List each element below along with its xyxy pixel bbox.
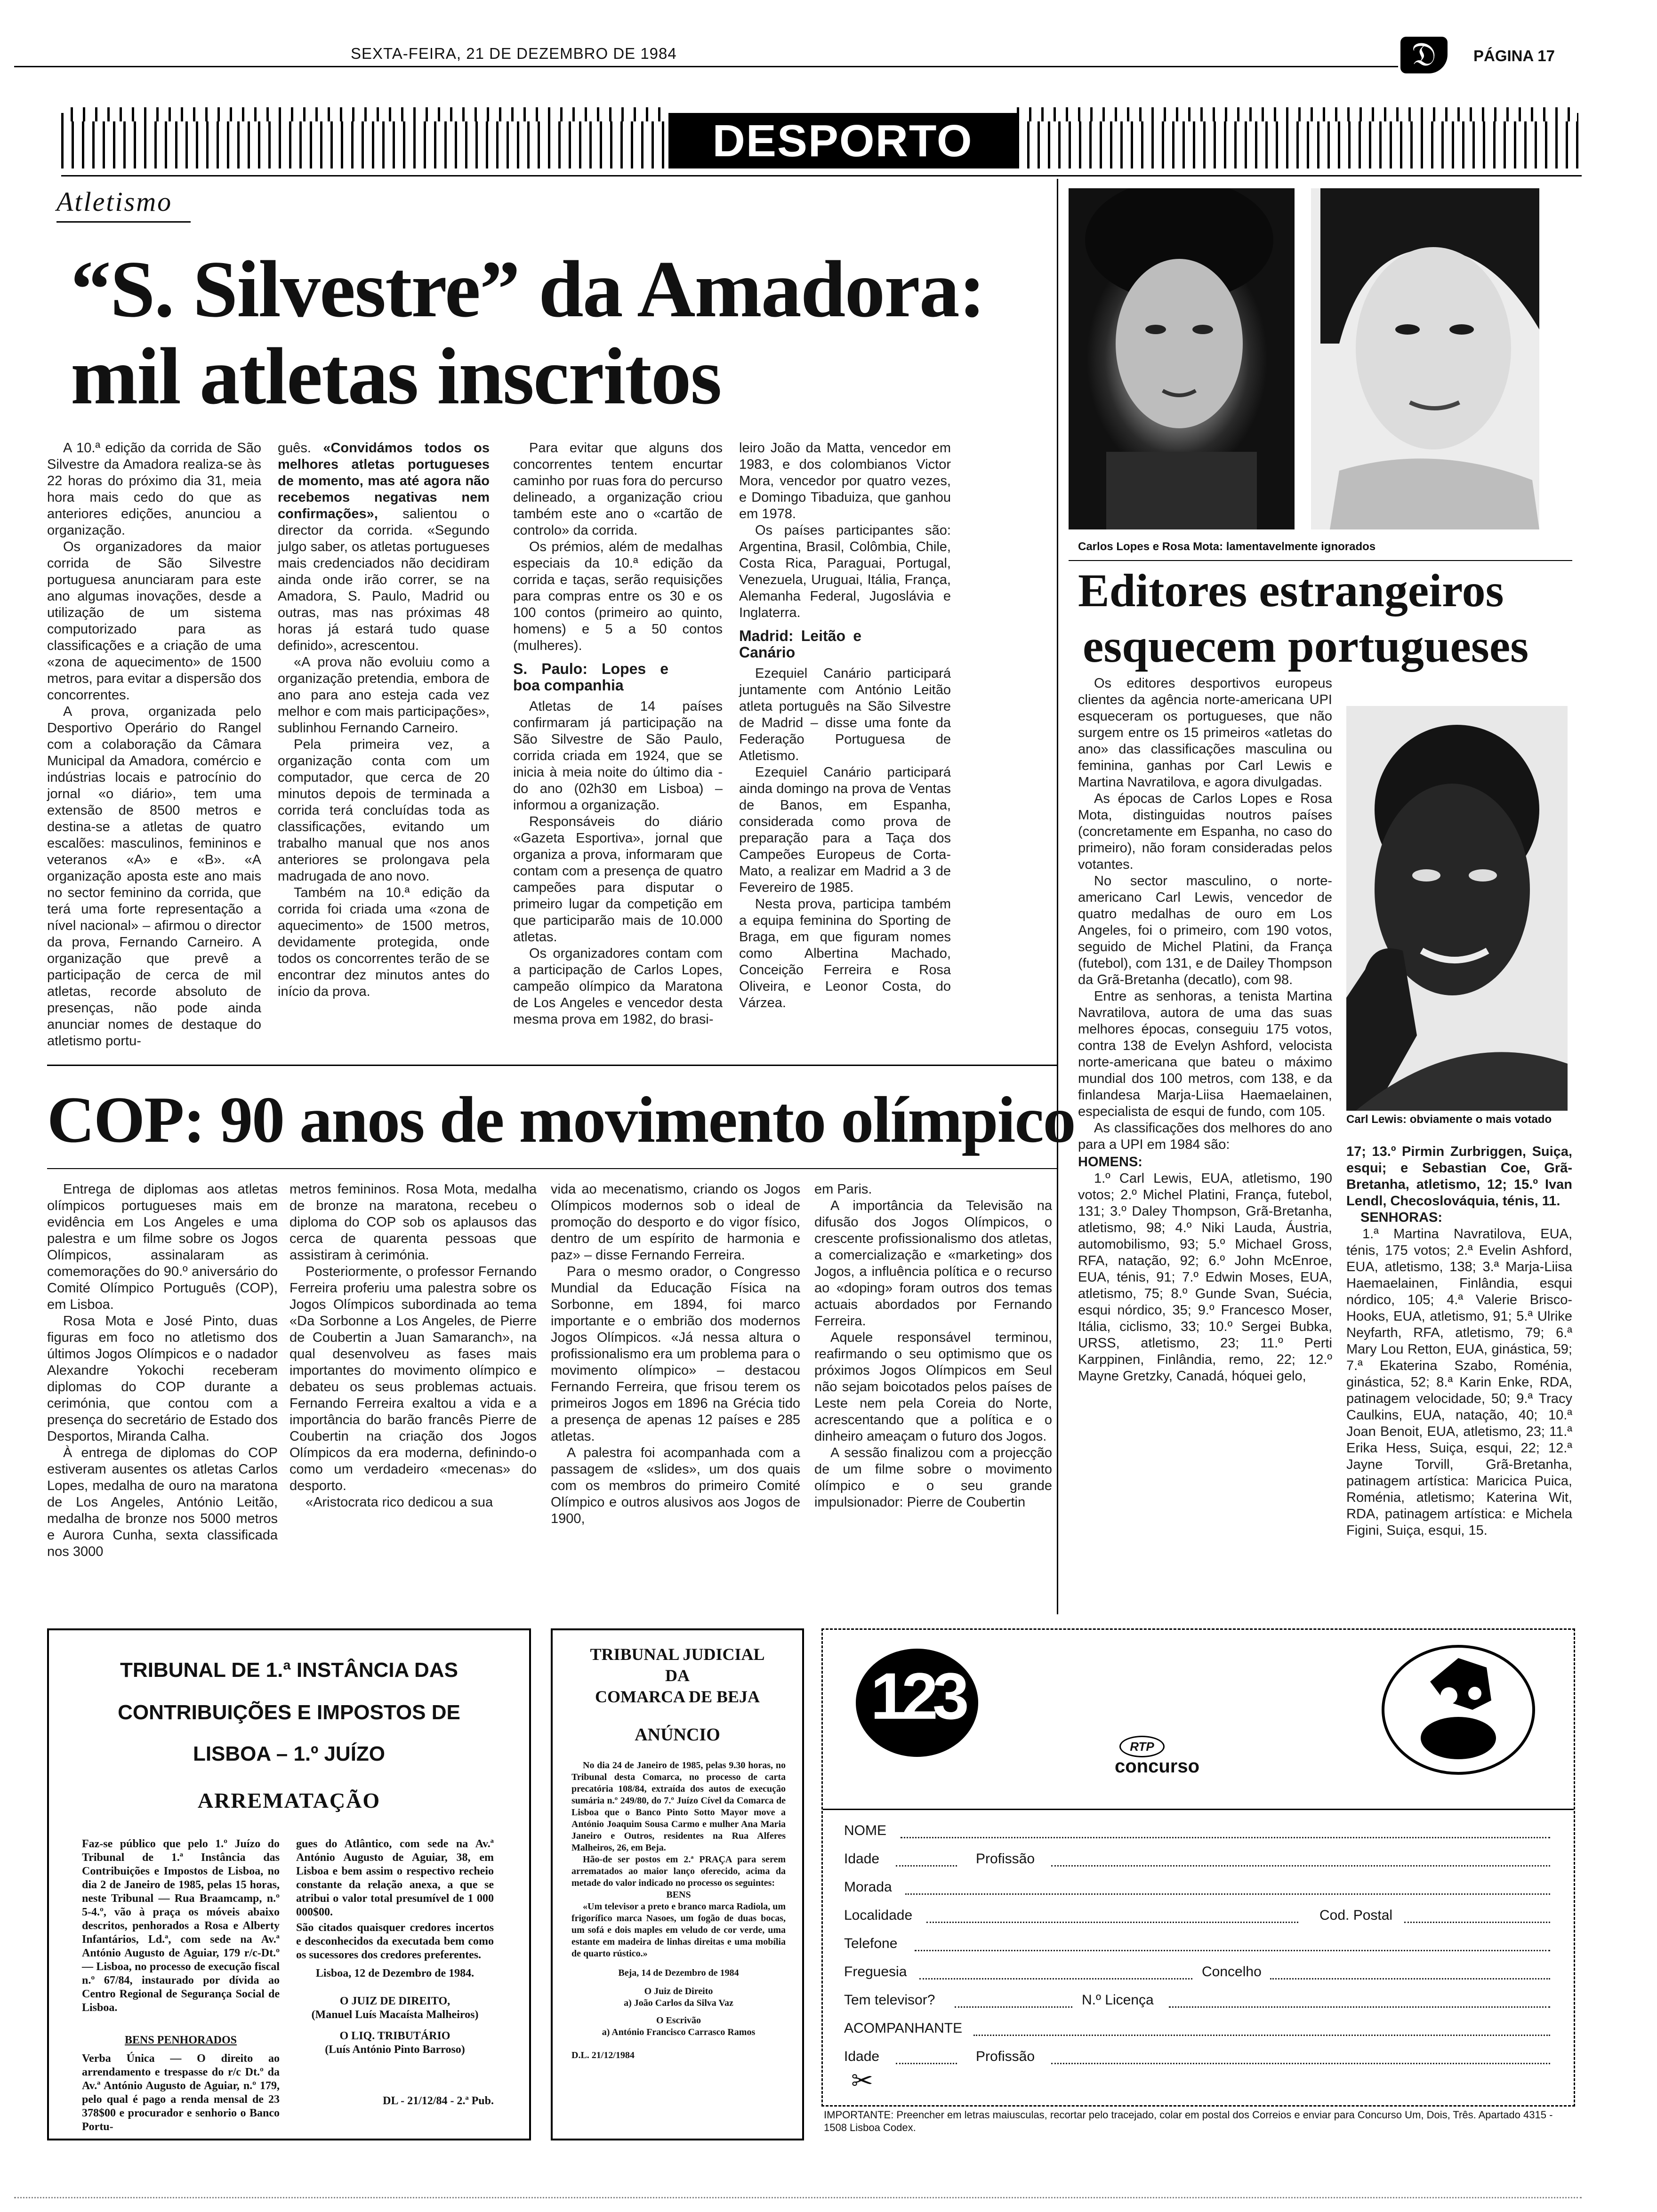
ad1-body-right: gues do Atlântico, com sede na Av.ª António Augusto de Aguiar, 38, em Lisboa e bem assim o respectivo recheio constante da relação anexa, a que se atribui o valor total presumível de 1 000 000$00. São citados quaisquer credores incertos e desconhecidos da executada bem como os sucessores dos credores preferentes. Lisboa, 12 de Dezembro de 1984. O JUIZ DE DIREITO, (Manuel Luís Macaísta Malheiros) O LIQ. TRIBUTÁRIO (Luís António Pinto Barroso) DL - 21/12/84 - 2.ª Pub. bbox=[296, 1838, 494, 2107]
photo-carl-lewis bbox=[1346, 706, 1568, 1111]
headline-1: “S. Silvestre” da Amadora: bbox=[71, 245, 985, 334]
article3-col1: Entrega de diplomas aos atletas olímpicos portugueses mais em evidência em Los Angeles e uma palestra e um filme sobre os Jogos Olímpicos, assinalaram as comemorações do 90.º aniversário do Comité Olímpico Português (COP), em Lisboa. Rosa Mota e José Pinto, duas figuras em foco no atletismo dos últimos Jogos Olímpicos e o nadador Alexandre Yokochi receberam diplomas do COP durante a cerimónia, que contou com a presença do secretário de Estado dos Desportos, Miranda Calha. À entrega de diplomas do COP estiveram ausentes os atletas Carlos Lopes, medalha de ouro na maratona de Los Angeles, António Leitão, medalha de bronze nos 5000 metros e Aurora Cunha, sexta classificada nos 3000 bbox=[47, 1182, 278, 1559]
photo2-caption: Carl Lewis: obviamente o mais votado bbox=[1346, 1113, 1552, 1126]
subhead-madrid: Madrid: Leitão e Canário bbox=[739, 627, 861, 661]
coupon-divider bbox=[823, 1809, 1574, 1810]
ad-concurso-123 bbox=[821, 1628, 1575, 2107]
mascot-icon bbox=[1378, 1639, 1538, 1780]
photo-carlos-lopes bbox=[1069, 188, 1295, 529]
concurso-label: concurso bbox=[1115, 1756, 1200, 1777]
field-idade[interactable]: Idade Profissão bbox=[844, 1851, 1550, 1870]
kicker-rule bbox=[56, 221, 191, 223]
scissors-icon: ✂ bbox=[851, 2066, 873, 2095]
headline-3: COP: 90 anos de movimento olímpico bbox=[47, 1083, 1075, 1156]
article3-col3: vida ao mecenatismo, criando os Jogos Olímpicos modernos sob o ideal de promoção do desporto e do vigor físico, dentro de um espírito de harmonia e paz» – disse Fernando Ferreira. Para o mesmo orador, o Congresso Mundial da Educação Física na Sorbonne, em 1894, foi marco importante e o embrião dos modernos Jogos Olímpicos. «Já nessa altura o profissionalismo era um problema para o movimento olímpico» – destacou Fernando Ferreira, que frisou terem os primeiros Jogos em 1896 na Grécia tido a presença de apenas 12 países e 285 atletas. A palestra foi acompanhada com a passagem de «slides», um dos quais com os membros do primeiro Comité Olímpico e outros alusivos aos Jogos de 1900, bbox=[551, 1182, 800, 1526]
ad1-title-2: CONTRIBUIÇÕES E IMPOSTOS DE bbox=[118, 1701, 460, 1724]
ad1-subtitle: ARREMATAÇÃO bbox=[197, 1788, 381, 1812]
field-acompanhante[interactable]: ACOMPANHANTE bbox=[844, 2020, 1550, 2039]
field-cod-postal-label: Cod. Postal bbox=[1319, 1907, 1393, 1923]
article1-col4: leiro João da Matta, vencedor em 1983, e dos colombianos Victor Mora, vencedor por quatro vezes, e Domingo Tibaduiza, que ganhou em 1978. Os países participantes são: Argentina, Brasil, Colômbia, Chile, Costa Rica, Paraguai, Portugal, Venezuela, Uruguai, Itália, França, Alemanha Federal, Jugoslávia e Inglaterra. Madrid: Leitão e Canário Ezequiel Canário participará juntamente com António Leitão atleta português na São Silvestre de Madrid – disse uma fonte da Federação Portuguesa de Atletismo. Ezequiel Canário participará ainda domingo na prova de Ventas de Banos, em Espanha, considerada como prova de preparação para a Taça dos Campeões Europeus de Corta-Mato, a realizar em Madrid a 3 de Fevereiro de 1985. Nesta prova, participa também a equipa feminina do Sporting de Braga, em que figuram nomes como Albertina Machado, Conceição Ferreira e Rosa Oliveira, e Leonor Costa, do Várzea. bbox=[739, 441, 951, 1010]
section-hatch-top-left bbox=[71, 107, 668, 121]
field-acompanhante-profissao-label: Profissão bbox=[976, 2049, 1035, 2064]
ad1-body-left: Faz-se público que pelo 1.º Juízo do Tribunal de 1.ª Instância das Contribuições e Impostos de Lisboa, no dia 2 de Janeiro de 1985, pelas 15 horas, neste Tribunal — Rua Braamcamp, n.º 5-4.º, vão à praça os móveis abaixo descritos, penhorados a Rosa e Alberty Infantários, Ld.ª, com sede na Av.ª António Augusto de Aguiar, 179 r/c-Dt.º — Lisboa, no processo de execução fiscal n.º 67/84, instaurado por dívida ao Centro Regional de Segurança Social de Lisboa. BENS PENHORADOS Verba Única — O direito ao arrendamento e trespasse do r/c Dt.º da Av.ª António Augusto de Aguiar, n.º 179, pelo qual é pago a renda mensal de 23 378$00 e procurador e senhorio o Banco Portu- bbox=[82, 1838, 280, 2133]
ad2-title-3: COMARCA DE BEJA bbox=[595, 1687, 760, 1706]
article3-col4: em Paris. A importância da Televisão na difusão dos Jogos Olímpicos, o crescente profissionalismo dos atletas, a comercialização e «marketing» dos Jogos, a influência política e o recurso ao «doping» foram outros dos temas actuais abordados por Fernando Ferreira. Aquele responsável terminou, reafirmando o seu optimismo que os próximos Jogos Olímpicos em Seul não sejam boicotados pelos países de Leste nem pela Coreia do Norte, acrescentando que a política e o dinheiro ameaçam o futuro dos Jogos. A sessão finalizou com a projecção de um filme sobre o movimento olímpico e o seu grande impulsionador: Pierre de Coubertin bbox=[814, 1182, 1052, 1510]
senhoras-label: SENHORAS: bbox=[1360, 1210, 1443, 1225]
lewis-figure bbox=[1346, 706, 1568, 1111]
column-separator-right bbox=[1057, 179, 1058, 1614]
page-number: PÁGINA 17 bbox=[1473, 47, 1555, 64]
ad2-subtitle: ANÚNCIO bbox=[635, 1725, 720, 1745]
photo-rosa-mota bbox=[1311, 188, 1539, 529]
ad2-body: No dia 24 de Janeiro de 1985, pelas 9.30 horas, no Tribunal desta Comarca, no processo de carta precatória 108/84, extraída dos autos de execução sumária n.º 249/80, do 7.º Juízo Cível da Comarca de Lisboa que o Banco Pinto Sotto Mayor move a António Joaquim Sousa Carmo e mulher Ana Maria Janeiro e Outros, residentes na Rua Alferes Malheiros, 26, em Beja. Hão-de ser postos em 2.ª PRAÇA para serem arrematados ao maior lanço oferecido, acima da metade do valor indicado no processo os seguintes: BENS «Um televisor a preto e branco marca Radiola, um frigorífico marca Nasoes, um fogão de duas bocas, um sofá e dois maples em veludo de cor verde, uma estante em madeira de linhas direitas e uma mobília de quarto rústico.» Beja, 14 de Dezembro de 1984 O Juiz de Direito a) João Carlos da Silva Vaz O Escrivão a) António Francisco Carrasco Ramos D.L. 21/12/1984 bbox=[571, 1760, 786, 2060]
article2-col-b: 17; 13.º Pirmin Zurbriggen, Suiça, esqui; e Sebastian Coe, Grã-Bretanha, atletismo, 12; 15.º Ivan Lendl, Checoslováquia, ténis, 11. SENHORAS: 1.ª Martina Navratilova, EUA, ténis, 175 votos; 2.ª Evelin Ashford, EUA, atletismo, 138; 3.ª Marja-Liisa Haemaelainen, Finlândia, esqui nórdico, 105; 4.ª Valerie Brisco-Hooks, EUA, atletismo, 91; 5.ª Ulrike Neyfarth, RFA, atletismo, 79; 6.ª Mary Lou Retton, EUA, ginástica, 59; 7.ª Ekaterina Szabo, Roménia, ginástica, 52; 8.ª Karin Enke, RDA, patinagem velocidade, 50; 9.ª Tracy Caulkins, EUA, natação, 40; 10.ª Joan Benoit, EUA, atletismo, 23; 11.ª Erika Hess, Suiça, esqui, 22; 12.ª Jayne Torvill, Grã-Bretanha, patinagem artística: Maricica Puica, Roménia, atletismo; Katerina Wit, RDA, patinagem artística: e Michela Figini, Suiça, esqui, 15. bbox=[1346, 1144, 1572, 1538]
field-nome[interactable]: NOME bbox=[844, 1823, 1550, 1842]
lopes-figure bbox=[1069, 188, 1295, 529]
section-hatch-top-right bbox=[1017, 107, 1577, 121]
ad-tribunal-lisboa bbox=[47, 1628, 531, 2140]
article3-top-rule bbox=[47, 1065, 1057, 1066]
article2-col-a: Os editores desportivos europeus clientes da agência norte-americana UPI esqueceram os portugueses, que não surgem entre os 15 primeiros «atletas do ano» das classificações masculina ou feminina, ganhas por Carl Lewis e Martina Navratilova, e agora divulgadas. As épocas de Carlos Lopes e Rosa Mota, distinguidas noutros países (concretamente em Espanha, no caso do primeiro), não foram consideradas pelos votantes. No sector masculino, o norte-americano Carl Lewis, vencedor de quatro medalhas de ouro em Los Angeles, foi o primeiro, com 190 votos, seguido de Michel Platini, da França (futebol), com 131, e de Dailey Thompson da Grã-Bretanha (decatlo), com 98. Entre as senhoras, a tenista Martina Navratilova, autora de uma das suas melhores épocas, conseguiu 175 votos, contra 138 de Evelyn Ashford, velocista norte-americana que bateu o máximo mundial dos 100 metros, com 138, e da finlandesa Marja-Liisa Haemaelainen, especialista de esqui de fundo, com 105. As classificações dos melhores do ano para a UPI em 1984 são: HOMENS: 1.º Carl Lewis, EUA, atletismo, 190 votos; 2.º Michel Platini, França, futebol, 131; 3.º Daley Thompson, Grã-Bretanha, atletismo, 98; 4.º Niki Lauda, Áustria, automobilismo, 93; 5.º Michael Gross, RFA, natação, 92; 6.º John McEnroe, EUA, ténis, 91; 7.º Edwin Moses, EUA, atletismo, 75; 8.º Gunde Svan, Suécia, esqui nórdico, 35; 9.º Francesco Moser, Itália, ciclismo, 33; 10.º Sergei Bubka, URSS, atletismo, 23; 11.º Perti Karppinen, Finlândia, remo, 22; 12.º Mayne Gretzky, Canadá, hóquei gelo, bbox=[1078, 676, 1332, 1384]
subhead-sao-paulo: S. Paulo: Lopes e boa companhia bbox=[513, 660, 668, 694]
article1-col2: guês. «Convidámos todos os melhores atletas portugueses de momento, mas até agora não recebemos negativas nem confirmações», salientou o director da corrida. «Segundo julgo saber, os atletas portugueses mais credenciados não decidiram ainda onde irão correr, se na Amadora, S. Paulo, Madrid ou outras, mas nas próximas 48 horas já estará tudo quase definido», acrescentou. «A prova não evoluiu como a organização pretendia, embora de ano para ano esteja cada vez melhor e com mais participações», sublinhou Fernando Carneiro. Pela primeira vez, a organização conta com um computador, que cerca de 20 minutos depois de terminada a corrida terá concluídas toda as classificações, evitando um trabalho manual que nos anos anteriores se prolongava pela madrugada de ano novo. Também na 10.ª edição da corrida foi criada uma «zona de aquecimento» de 1500 metros, devidamente protegida, onde todos os concorrentes terão de se encontrar dez minutos antes do início da prova. bbox=[278, 441, 490, 999]
page-date: SEXTA-FEIRA, 21 DE DEZEMBRO DE 1984 bbox=[351, 45, 677, 62]
caption-rule bbox=[1069, 560, 1572, 561]
ad1-title-3: LISBOA – 1.º JUÍZO bbox=[193, 1742, 386, 1765]
header-rule bbox=[14, 66, 1398, 67]
headline-2: Editores estrangeiros bbox=[1078, 564, 1504, 617]
section-rule-bottom bbox=[61, 175, 1582, 176]
article3-col2: metros femininos. Rosa Mota, medalha de bronze na maratona, recebeu o diploma do COP sob os aplausos das cerca de quarenta pessoas que assistiram à cerimónia. Posteriormente, o professor Fernando Ferreira proferiu uma palestra sobre os Jogos Olímpicos subordinada ao tema «Da Sorbonne a Los Angeles, de Pierre de Coubertin a Juan Samaranch», na qual desenvolveu as fases mais importantes do movimento olímpico e debateu os seus problemas actuais. Fernando Ferreira exaltou a vida e a importância do barão francês Pierre de Coubertin na criação dos Jogos Olímpicos da era moderna, definindo-o como um verdadeiro «mecenas» do desporto. «Aristocrata rico dedicou a sua bbox=[290, 1182, 537, 1510]
article-kicker: Atletismo bbox=[56, 186, 173, 217]
field-acompanhante-idade[interactable]: Idade Profissão bbox=[844, 2049, 1550, 2068]
field-morada[interactable]: Morada bbox=[844, 1879, 1550, 1898]
ad-tribunal-beja bbox=[551, 1628, 804, 2140]
article1-col3: Para evitar que alguns dos concorrentes tentem encurtar caminho por ruas fora do percurso delineado, a organização criou também este ano o «cartão de controlo» da corrida. Os prémios, além de medalhas especiais da 10.ª edição da corrida e taças, serão requisições para compras entre os 30 e os 100 contos (primeiro ao quinto, homens) e 5 a 50 contos (mulheres). S. Paulo: Lopes e boa companhia Atletas de 14 países confirmaram já participação na São Silvestre de São Paulo, corrida criada em 1924, que se inicia à meia noite do último dia - do ano (02h30 em Lisboa) – informou a organização. Responsáveis do diário «Gazeta Esportiva», jornal que organiza a prova, informaram que contam com a presença de quatro campeões para disputar o primeiro lugar da competição em que participarão mais de 10.000 atletas. Os organizadores contam com a participação de Carlos Lopes, campeão olímpico da Maratona de Los Angeles e vencedor desta mesma prova em 1982, do brasi- bbox=[513, 441, 723, 1027]
field-concelho-label: Concelho bbox=[1202, 1964, 1262, 1980]
article1-col1: A 10.ª edição da corrida de São Silvestre da Amadora realiza-se às 22 horas do próximo dia 31, meia hora mais cedo do que as anteriores edições, anunciou a organização. Os organizadores da maior corrida de São Silvestre portuguesa anunciaram para este ano algumas inovações, desde a utilização de um sistema computorizado para as classificações e a criação de uma «zona de aquecimento» de 1500 metros, para evitar a dispersão dos concorrentes. A prova, organizada pelo Desportivo Operário do Rangel com a colaboração da Câmara Municipal da Amadora, comércio e indústrias locais e patrocínio do jornal «o diário», tem uma extensão de 8500 metros e destina-se a atletas de quatro escalões: masculinos, femininos e veteranos «A» e «B». «A organização aposta este ano mais no sector feminino da corrida, que terá uma forte representação a nível nacional» – afirmou o director da prova, Fernando Carneiro. A organização que prevê a participação de cerca de mil atletas, recorde absoluto de presenças, não pode ainda anunciar nomes de destaque do atletismo portu- bbox=[47, 441, 261, 1049]
headline-1-line2: mil atletas inscritos bbox=[71, 332, 721, 421]
field-televisor[interactable]: Tem televisor? N.º Licença bbox=[844, 1992, 1550, 2011]
field-localidade[interactable]: Localidade Cod. Postal bbox=[844, 1907, 1550, 1926]
rtp-logo: RTP bbox=[1119, 1736, 1165, 1757]
headline-2-line2: esquecem portugueses bbox=[1083, 620, 1529, 672]
field-profissao-label: Profissão bbox=[976, 1851, 1035, 1867]
ad2-title-2: DA bbox=[665, 1666, 690, 1685]
section-title: DESPORTO bbox=[712, 116, 973, 166]
field-licenca-label: N.º Licença bbox=[1082, 1992, 1154, 2008]
ad2-title-1: TRIBUNAL JUDICIAL bbox=[590, 1645, 765, 1664]
ad1-title-1: TRIBUNAL DE 1.ª INSTÂNCIA DAS bbox=[120, 1659, 458, 1682]
field-freguesia[interactable]: Freguesia Concelho bbox=[844, 1964, 1550, 1983]
logo-123-text: 123 bbox=[870, 1659, 964, 1733]
mota-figure bbox=[1311, 188, 1539, 529]
field-telefone[interactable]: Telefone bbox=[844, 1936, 1550, 1955]
coupon-note: IMPORTANTE: Preencher em letras maiusculas, recortar pelo tracejado, colar em postal dos Correios e enviar para Concurso Um, Dois, Três. Apartado 4315 - 1508 Lisboa Codex. bbox=[824, 2109, 1553, 2133]
newspaper-logo: 𝔇 bbox=[1400, 37, 1448, 73]
photo1-caption: Carlos Lopes e Rosa Mota: lamentavelmente ignorados bbox=[1078, 540, 1376, 553]
article3-headline-rule bbox=[47, 1168, 1057, 1169]
homens-label: HOMENS: bbox=[1078, 1154, 1142, 1170]
bottom-dotted-rule bbox=[14, 2197, 1582, 2198]
